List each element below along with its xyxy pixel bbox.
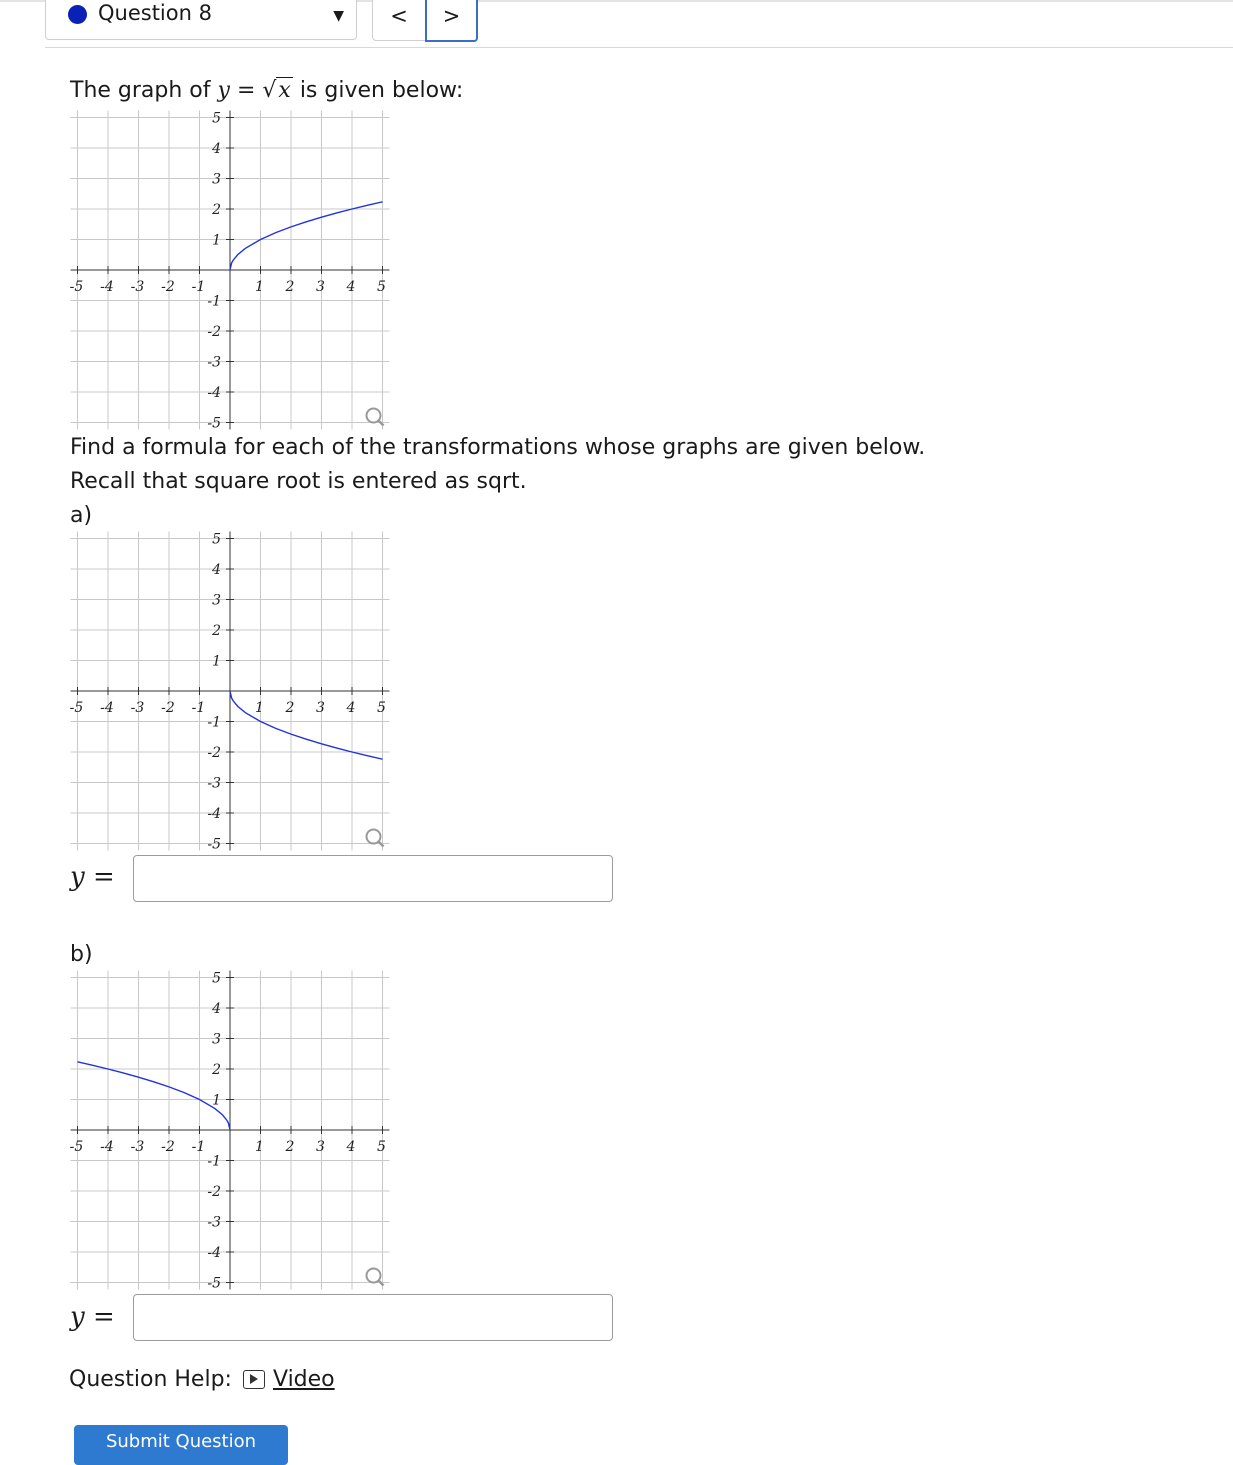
instructions-line-2: Recall that square root is entered as sqrt. <box>70 469 527 494</box>
y-tick-label: -4 <box>207 806 221 822</box>
y-tick-label: 3 <box>212 171 221 188</box>
y-tick-label: 1 <box>212 232 221 249</box>
y-tick-label: 4 <box>212 1001 221 1017</box>
part-a-eq-text: y = <box>70 862 115 892</box>
intro-formula-eq: = <box>229 78 263 103</box>
x-tick-label: 1 <box>255 700 264 716</box>
x-tick-label: -2 <box>161 700 175 716</box>
part-a-label: a) <box>70 503 93 528</box>
caret-down-icon: ▼ <box>333 8 344 24</box>
y-tick-label: 5 <box>212 110 221 127</box>
intro-formula-radicand: x <box>278 78 291 103</box>
header-divider <box>45 47 1233 48</box>
part-b-eq-label <box>70 1302 115 1332</box>
x-tick-label: 3 <box>316 1139 325 1155</box>
instructions-line-1: Find a formula for each of the transformations whose graphs are given below. <box>70 435 926 460</box>
part-b-label: b) <box>70 942 93 967</box>
x-tick-label: 3 <box>316 279 325 295</box>
prev-question-button[interactable]: < <box>372 0 426 41</box>
graph-a <box>0 531 1233 861</box>
y-tick-label: -1 <box>207 714 221 731</box>
x-tick-label: -5 <box>69 279 84 295</box>
x-tick-label: 1 <box>255 1139 264 1155</box>
x-tick-label: 2 <box>285 1139 295 1155</box>
y-tick-label: 3 <box>212 592 221 609</box>
x-tick-label: -3 <box>130 1139 145 1155</box>
series-line <box>78 1062 231 1130</box>
y-tick-label: 2 <box>212 623 221 639</box>
y-tick-label: 1 <box>212 1092 221 1109</box>
x-tick-label: 4 <box>346 700 356 716</box>
y-tick-label: -4 <box>207 385 221 401</box>
y-tick-label: -3 <box>207 1214 221 1231</box>
x-tick-label: -4 <box>100 279 114 295</box>
y-tick-label: 4 <box>212 562 221 578</box>
x-tick-label: 5 <box>377 279 386 295</box>
part-a-eq-label <box>70 862 115 892</box>
y-tick-label: -2 <box>207 1184 221 1200</box>
x-tick-label: -3 <box>130 700 145 716</box>
y-tick-label: -3 <box>207 354 221 371</box>
x-tick-label: 2 <box>285 700 295 716</box>
x-tick-label: -1 <box>191 279 206 295</box>
answer-input-a[interactable] <box>133 855 613 902</box>
x-tick-label: 4 <box>346 1139 356 1155</box>
next-question-button[interactable]: > <box>425 0 478 42</box>
x-tick-label: -4 <box>100 1139 114 1155</box>
x-tick-label: -1 <box>191 1139 206 1155</box>
y-tick-label: -1 <box>207 293 221 310</box>
y-tick-label: -2 <box>207 745 221 761</box>
y-tick-label: 2 <box>212 1062 221 1078</box>
x-tick-label: -4 <box>100 700 114 716</box>
x-tick-label: -3 <box>130 279 145 295</box>
x-tick-label: -2 <box>161 279 175 295</box>
y-tick-label: 1 <box>212 653 221 670</box>
x-tick-label: 2 <box>285 279 295 295</box>
y-tick-label: -5 <box>207 1275 221 1292</box>
zoom-icon-lens <box>367 830 381 844</box>
y-tick-label: 2 <box>212 202 221 218</box>
x-tick-label: 3 <box>316 700 325 716</box>
submit-question-button[interactable]: Submit Question <box>74 1425 288 1465</box>
part-b-eq-text: y = <box>70 1302 115 1332</box>
y-tick-label: -1 <box>207 1153 221 1170</box>
y-tick-label: -2 <box>207 324 221 340</box>
question-label: Question 8 <box>98 1 212 25</box>
y-tick-label: -4 <box>207 1245 221 1261</box>
intro-formula-sqrt: √x <box>262 78 291 103</box>
y-tick-label: -5 <box>207 836 221 853</box>
question-help-label: Question Help: <box>69 1367 232 1392</box>
intro-formula-y: y <box>217 78 230 103</box>
video-link[interactable]: Video <box>273 1367 335 1392</box>
intro-suffix: is given below: <box>292 78 464 103</box>
x-tick-label: -1 <box>191 700 206 716</box>
y-tick-label: 5 <box>212 531 221 548</box>
y-tick-label: -3 <box>207 775 221 792</box>
x-tick-label: 5 <box>377 1139 386 1155</box>
x-tick-label: 4 <box>346 279 356 295</box>
series-line <box>230 691 383 759</box>
y-tick-label: 3 <box>212 1031 221 1048</box>
question-selector[interactable] <box>45 0 357 40</box>
x-tick-label: -5 <box>69 700 84 716</box>
intro-text <box>70 78 463 103</box>
graph-b <box>0 970 1233 1300</box>
zoom-icon-lens <box>367 1269 381 1283</box>
series-line <box>230 202 383 270</box>
intro-prefix: The graph of <box>70 78 218 103</box>
x-tick-label: 5 <box>377 700 386 716</box>
zoom-icon-lens <box>367 409 381 423</box>
x-tick-label: -5 <box>69 1139 84 1155</box>
x-tick-label: 1 <box>255 279 264 295</box>
y-tick-label: 5 <box>212 970 221 987</box>
answer-input-b[interactable] <box>133 1294 613 1341</box>
y-tick-label: 4 <box>212 141 221 157</box>
graph-base <box>0 110 1233 440</box>
y-tick-label: -5 <box>207 415 221 432</box>
status-dot-icon <box>68 5 87 24</box>
x-tick-label: -2 <box>161 1139 175 1155</box>
video-play-icon[interactable] <box>243 1370 265 1389</box>
